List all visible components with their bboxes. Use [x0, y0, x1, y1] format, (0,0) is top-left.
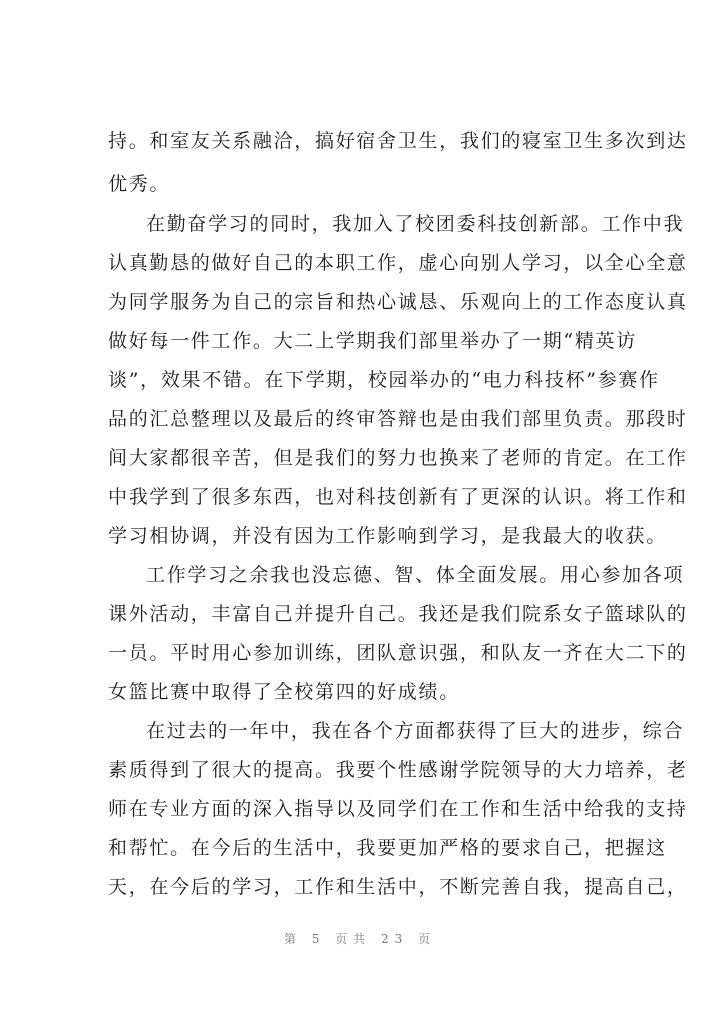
paragraph-line-16: 在过去的一年中，我在各个方面都获得了巨大的进步，综合 — [146, 720, 685, 742]
paragraph-line-11: 学习相协调，并没有因为工作影响到学习，是我最大的收获。 — [108, 525, 667, 547]
paragraph-line-13: 课外活动，丰富自己并提升自己。我还是我们院系女子篮球队的 — [108, 603, 688, 625]
paragraph-line-10: 中我学到了很多东西，也对科技创新有了更深的认识。将工作和 — [108, 486, 688, 508]
paragraph-line-18: 师在专业方面的深入指导以及同学们在工作和生活中给我的支持 — [108, 798, 688, 820]
paragraph-line-3: 在勤奋学习的同时，我加入了校团委科技创新部。工作中我 — [146, 213, 685, 235]
paragraph-line-17: 素质得到了很大的提高。我要个性感谢学院领导的大力培养，老 — [108, 759, 688, 781]
paragraph-line-4: 认真勤恳的做好自己的本职工作，虚心向别人学习，以全心全意 — [108, 252, 688, 274]
paragraph-line-6: 做好每一件工作。大二上学期我们部里举办了一期“精英访 — [108, 330, 637, 352]
paragraph-line-8: 品的汇总整理以及最后的终审答辩也是由我们部里负责。那段时 — [108, 408, 688, 430]
paragraph-line-15: 女篮比赛中取得了全校第四的好成绩。 — [108, 681, 460, 703]
paragraph-line-20: 天，在今后的学习，工作和生活中，不断完善自我，提高自己， — [108, 876, 688, 898]
paragraph-line-14: 一员。平时用心参加训练，团队意识强，和队友一齐在大二下的 — [108, 642, 688, 664]
paragraph-line-2: 优秀。 — [108, 173, 171, 195]
page-number-footer: 第 5 页共 23 页 — [283, 932, 437, 946]
paragraph-line-19: 和帮忙。在今后的生活中，我要更加严格的要求自己，把握这 — [108, 837, 667, 859]
paragraph-line-1: 持。和室友关系融洽，搞好宿舍卫生，我们的寝室卫生多次到达 — [108, 130, 688, 152]
paragraph-line-12: 工作学习之余我也没忘德、智、体全面发展。用心参加各项 — [146, 564, 685, 586]
paragraph-line-5: 为同学服务为自己的宗旨和热心诚恳、乐观向上的工作态度认真 — [108, 291, 688, 313]
paragraph-line-7: 谈”，效果不错。在下学期，校园举办的“电力科技杯”参赛作 — [108, 369, 660, 391]
paragraph-line-9: 间大家都很辛苦，但是我们的努力也换来了老师的肯定。在工作 — [108, 447, 688, 469]
